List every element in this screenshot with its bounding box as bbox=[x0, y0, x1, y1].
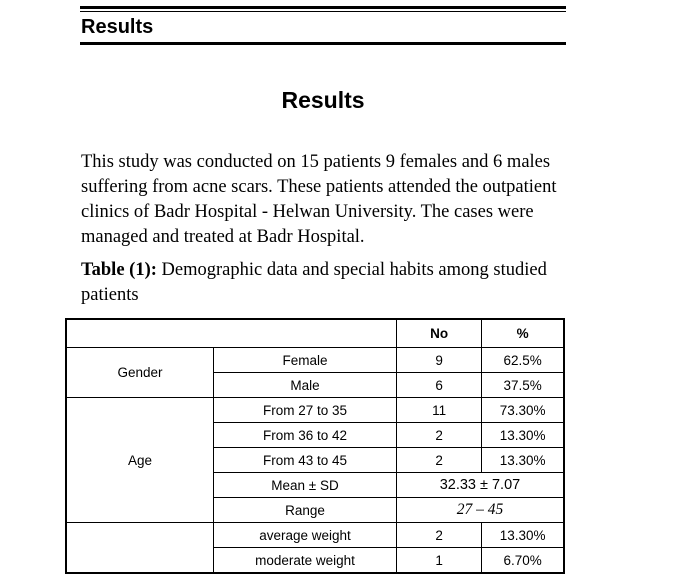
row-no: 2 bbox=[396, 448, 481, 473]
table-header-pct: % bbox=[482, 319, 564, 348]
row-group-age: Age bbox=[66, 398, 214, 523]
body-paragraph: This study was conducted on 15 patients 9 females and 6 males suffering from acne scars. These patients attended the outpatient clinics of Badr Hospital - Helwan University. The cases were managed and treated at Badr Hospital. bbox=[81, 152, 557, 247]
row-label: From 43 to 45 bbox=[214, 448, 397, 473]
row-label: moderate weight bbox=[214, 548, 397, 574]
row-pct: 37.5% bbox=[482, 373, 564, 398]
row-no: 2 bbox=[396, 423, 481, 448]
section-title: Results bbox=[281, 87, 365, 113]
table-caption-text: Demographic data and special habits among studied patients bbox=[81, 260, 547, 305]
table-caption bbox=[81, 258, 567, 308]
row-group-weight bbox=[66, 523, 214, 574]
row-label: Female bbox=[214, 348, 397, 373]
table-row bbox=[66, 523, 564, 548]
running-header-title: Results bbox=[81, 16, 154, 38]
table-row bbox=[66, 398, 564, 423]
row-pct: 62.5% bbox=[482, 348, 564, 373]
mean-sd-value: 32.33 ± 7.07 bbox=[396, 473, 564, 498]
header-rule-thick bbox=[80, 6, 566, 9]
running-header bbox=[80, 6, 566, 45]
table-caption-label: Table (1): bbox=[81, 260, 157, 280]
row-no: 2 bbox=[396, 523, 481, 548]
row-pct: 13.30% bbox=[482, 423, 564, 448]
row-group-gender: Gender bbox=[66, 348, 214, 398]
row-pct: 13.30% bbox=[482, 448, 564, 473]
row-pct: 13.30% bbox=[482, 523, 564, 548]
demographic-table bbox=[65, 318, 565, 574]
row-label: Male bbox=[214, 373, 397, 398]
row-label-mean-sd: Mean ± SD bbox=[214, 473, 397, 498]
row-pct: 73.30% bbox=[482, 398, 564, 423]
table-header-row bbox=[66, 319, 564, 348]
row-no: 9 bbox=[396, 348, 481, 373]
table-row bbox=[66, 348, 564, 373]
row-label-range: Range bbox=[214, 498, 397, 523]
table-header-no: No bbox=[396, 319, 481, 348]
row-no: 1 bbox=[396, 548, 481, 574]
range-value: 27 – 45 bbox=[396, 498, 564, 523]
row-no: 11 bbox=[396, 398, 481, 423]
row-no: 6 bbox=[396, 373, 481, 398]
header-rule-bottom bbox=[80, 42, 566, 45]
row-label: From 27 to 35 bbox=[214, 398, 397, 423]
row-label: From 36 to 42 bbox=[214, 423, 397, 448]
row-label: average weight bbox=[214, 523, 397, 548]
table-header-blank bbox=[66, 319, 396, 348]
row-pct: 6.70% bbox=[482, 548, 564, 574]
